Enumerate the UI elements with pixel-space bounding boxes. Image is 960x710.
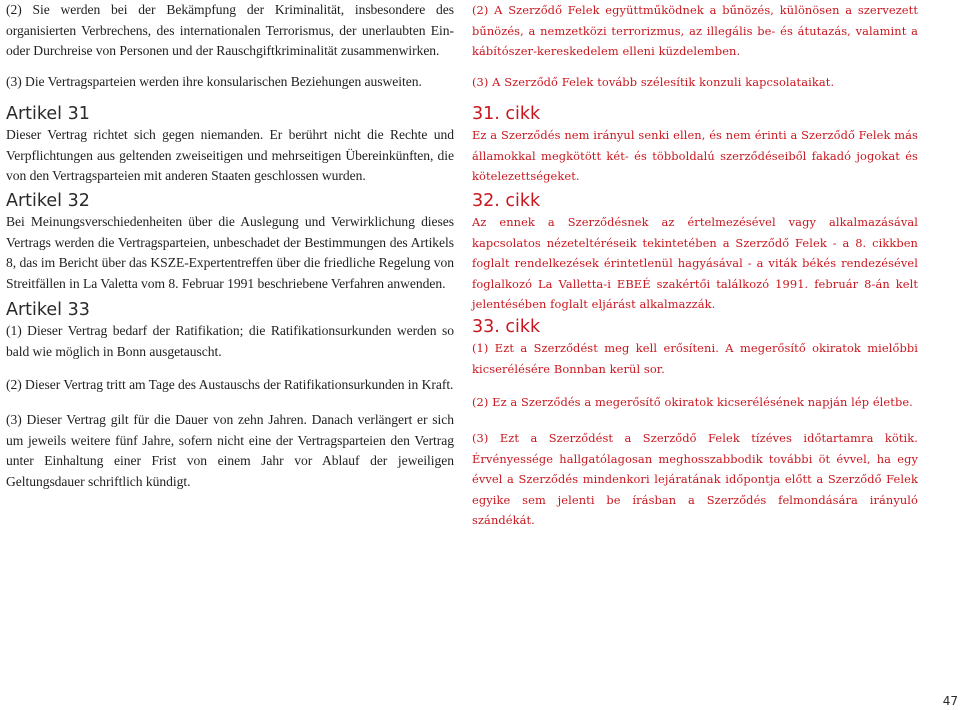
hu-article-33-para-2: (2) Ez a Szerződés a megerősítő okiratok kicserélésének napján lép életbe. [472,395,913,409]
hu-article-31-heading: 31. cikk [472,104,541,124]
hu-article-32-heading: 32. cikk [472,191,541,211]
de-article-32-heading: Artikel 32 [6,191,90,211]
de-article-33-heading: Artikel 33 [6,300,90,320]
de-article-33-para-1: (1) Dieser Vertrag bedarf der Ratifikation; die Ratifikationsurkunden werden so bald wie möglich in Bonn ausgetauscht. [6,323,454,359]
de-article-33-para-2: (2) Dieser Vertrag tritt am Tage des Austauschs der Ratifikationsurkunden in Kraft. [6,377,454,392]
page-number: 47 [942,694,958,708]
de-article-31-text: Dieser Vertrag richtet sich gegen niemanden. Er berührt nicht die Rechte und Verpflichtungen aus geltenden zweiseitigen und mehrseitigen Übereinkünften, die von den Vertragsparteien mit anderen Staaten geschlossen wurden. [6,127,454,183]
hu-article-33-para-1: (1) Ezt a Szerződést meg kell erősíteni. A megerősítő okiratok mielőbbi kicserélésére Bonnban kerül sor. [472,341,918,376]
hu-article-30-para-3: (3) A Szerződő Felek tovább szélesítik konzuli kapcsolataikat. [472,75,835,89]
hu-article-33-heading: 33. cikk [472,317,541,337]
de-article-33-para-3: (3) Dieser Vertrag gilt für die Dauer von zehn Jahren. Danach verlängert er sich um jeweils weitere fünf Jahre, sofern nicht eine der Vertragsparteien den Vertrag unter Einhaltung einer Frist von einem Jahr vor Ablauf der jeweiligen Geltungsdauer schriftlich kündigt. [6,412,454,489]
de-article-32-text: Bei Meinungsverschiedenheiten über die Auslegung und Verwirklichung dieses Vertrags werden die Vertragsparteien, unbeschadet der Bestimmungen des Artikels 8, das im Bericht über das KSZE-Expertentreffen über die friedliche Regelung von Streitfällen in La Valetta vom 8. Februar 1991 beschriebene Verfahren anwenden. [6,214,454,291]
hu-article-30-para-2: (2) A Szerződő Felek együttműködnek a bűnözés, különösen a szervezett bűnözés, a nemzetközi terrorizmus, az illegális be- és átutazás, valamint a kábítószer-kereskedelem elleni küzdelemben. [472,3,918,58]
de-article-30-para-2: (2) Sie werden bei der Bekämpfung der Kriminalität, insbesondere des organisierten Verbrechens, des internationalen Terrorismus, der unerlaubten Ein- oder Durchreise von Personen und der Rauschgiftkriminalität zusammenwirken. [6,2,454,58]
hu-article-32-text: Az ennek a Szerződésnek az értelmezésével vagy alkalmazásával kapcsolatos nézeteltéréseik tekintetében a Szerződő Felek - a 8. cikkben foglalt rendelkezések érintetlenül hagyásával - a viták békés rendezésével foglalkozó La Valletta-i EBEÉ szakértői találkozó 1991. február 8-án kelt jelentésében foglalt eljárást alkalmazzák. [472,215,918,311]
hu-article-33-para-3: (3) Ezt a Szerződést a Szerződő Felek tízéves időtartamra kötik. Érvényessége hallgatólagosan meghosszabbodik további öt évvel, ha egy évvel a Szerződés mindenkori lejáratának időpontja előtt a Szerződő Felek egyike sem jelenti be írásban a Szerződés felmondására irányuló szándékát. [472,431,918,527]
hu-article-31-text: Ez a Szerződés nem irányul senki ellen, és nem érinti a Szerződő Felek más államokkal megkötött két- és többoldalú szerződéseiből fakadó jogokat és kötelezettségeket. [472,128,918,183]
de-article-30-para-3: (3) Die Vertragsparteien werden ihre konsularischen Beziehungen ausweiten. [6,74,422,89]
de-article-31-heading: Artikel 31 [6,104,90,124]
